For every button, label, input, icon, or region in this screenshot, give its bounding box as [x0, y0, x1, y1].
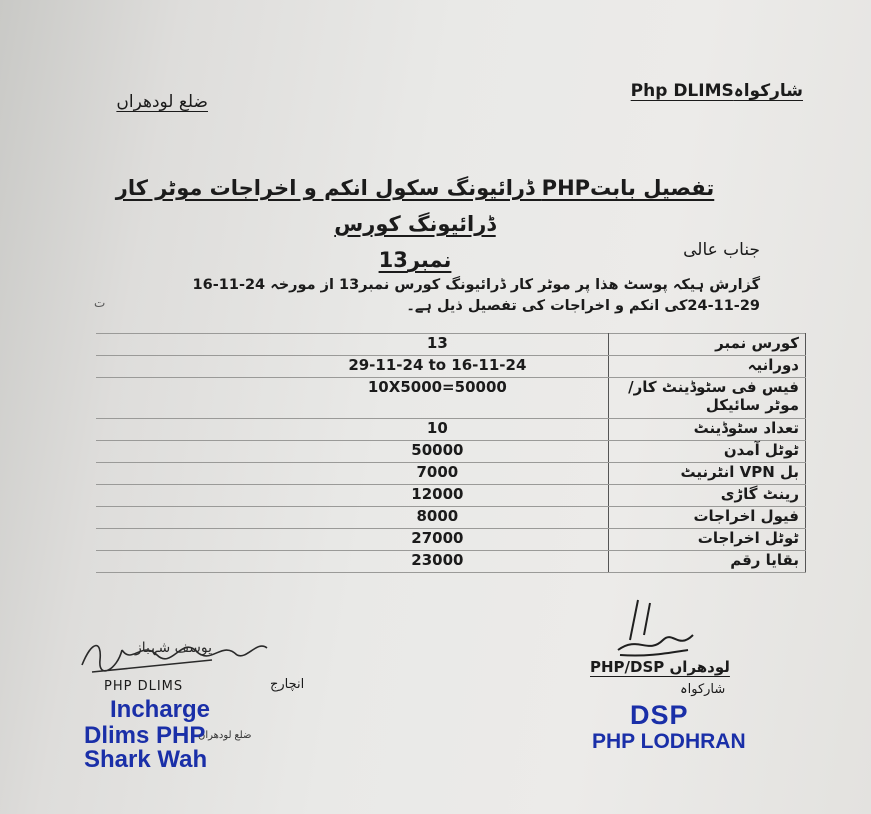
table-cell-label: فیول اخراجات: [608, 507, 805, 529]
table-cell-empty: [96, 334, 267, 356]
stamp-line-3: Shark Wah: [84, 746, 208, 773]
left-role-ur: انچارج: [270, 677, 305, 692]
table-cell-value: 8000: [267, 507, 608, 529]
table-cell-label: بل VPN انٹرنیٹ: [608, 463, 805, 485]
table-cell-label: تعداد سٹوڈینٹ: [608, 419, 805, 441]
body-line-2: 24-11-29کی انکم و اخراجات کی تفصیل ذیل ہے۔: [406, 298, 760, 314]
dsp-role-text: PHP/DSP لودھراں: [590, 658, 730, 676]
district-header: ضلع لودھراں: [116, 92, 208, 112]
table-row: [96, 378, 806, 419]
table-cell-empty: [96, 419, 267, 441]
table-row: [96, 551, 806, 573]
table-cell-label: بقایا رقم: [608, 551, 805, 573]
body-line-1: گزارش ہیکہ پوسٹ ھذا پر موٹر کار ڈرائیونگ کورس نمبر13 از مورخہ 24-11-16: [192, 277, 760, 293]
table-cell-empty: [96, 529, 267, 551]
table-cell-value: 50000: [267, 441, 608, 463]
title-line-1: تفصیل بابتPHP ڈرائیونگ سکول انکم و اخراجات موٹر کار ڈرائیونگ کورس: [115, 176, 715, 236]
document-title: [90, 170, 740, 278]
stamp-line-1: Incharge: [110, 696, 211, 723]
table-cell-value: 10X5000=50000: [267, 378, 608, 419]
dsp-sub: شارکواہ: [680, 682, 726, 697]
table-cell-value: 12000: [267, 485, 608, 507]
table-row: [96, 419, 806, 441]
table-cell-empty: [96, 485, 267, 507]
dsp-role: [590, 658, 750, 676]
table-cell-label: کورس نمبر: [608, 334, 805, 356]
table-cell-value: 29-11-24 to 16-11-24: [267, 356, 608, 378]
table-row: [96, 463, 806, 485]
table-cell-label: فیس فی سٹوڈینٹ کار/موٹر سائیکل: [608, 378, 805, 419]
table-cell-value: 13: [267, 334, 608, 356]
income-expense-table: [96, 333, 806, 573]
table-cell-empty: [96, 551, 267, 573]
table-cell-value: 23000: [267, 551, 608, 573]
table-cell-value: 7000: [267, 463, 608, 485]
table-cell-label: دورانیہ: [608, 356, 805, 378]
table-cell-empty: [96, 441, 267, 463]
left-role-en: PHP DLIMS: [104, 679, 184, 694]
body-paragraph: [120, 275, 760, 317]
stamp-small-text: ضلع لودھراں: [198, 730, 252, 741]
left-signature-text: یوسف شہباز: [135, 640, 212, 656]
table-cell-label: رینٹ گاڑی: [608, 485, 805, 507]
table-cell-label: ٹوٹل اخراجات: [608, 529, 805, 551]
table-cell-value: 27000: [267, 529, 608, 551]
table-row: [96, 441, 806, 463]
table-cell-empty: [96, 463, 267, 485]
salutation: جناب عالی: [683, 240, 760, 260]
table-cell-empty: [96, 356, 267, 378]
dsp-stamp-line-1: DSP: [630, 700, 689, 730]
table-body: [96, 334, 806, 573]
table-row: [96, 507, 806, 529]
margin-mark: ت: [94, 296, 106, 310]
dsp-stamp-line-2: PHP LODHRAN: [592, 730, 746, 753]
table-row: [96, 529, 806, 551]
table-cell-empty: [96, 507, 267, 529]
table-cell-empty: [96, 378, 267, 419]
office-header: شارکواہPhp DLIMS: [630, 81, 803, 101]
table-row: [96, 356, 806, 378]
title-line-2: نمبر13: [378, 248, 452, 272]
table-row: [96, 485, 806, 507]
stamp-line-2: Dlims PHP: [84, 722, 206, 749]
table-cell-value: 10: [267, 419, 608, 441]
table-cell-label: ٹوٹل آمدن: [608, 441, 805, 463]
left-signature: [62, 630, 282, 680]
table-row: [96, 334, 806, 356]
